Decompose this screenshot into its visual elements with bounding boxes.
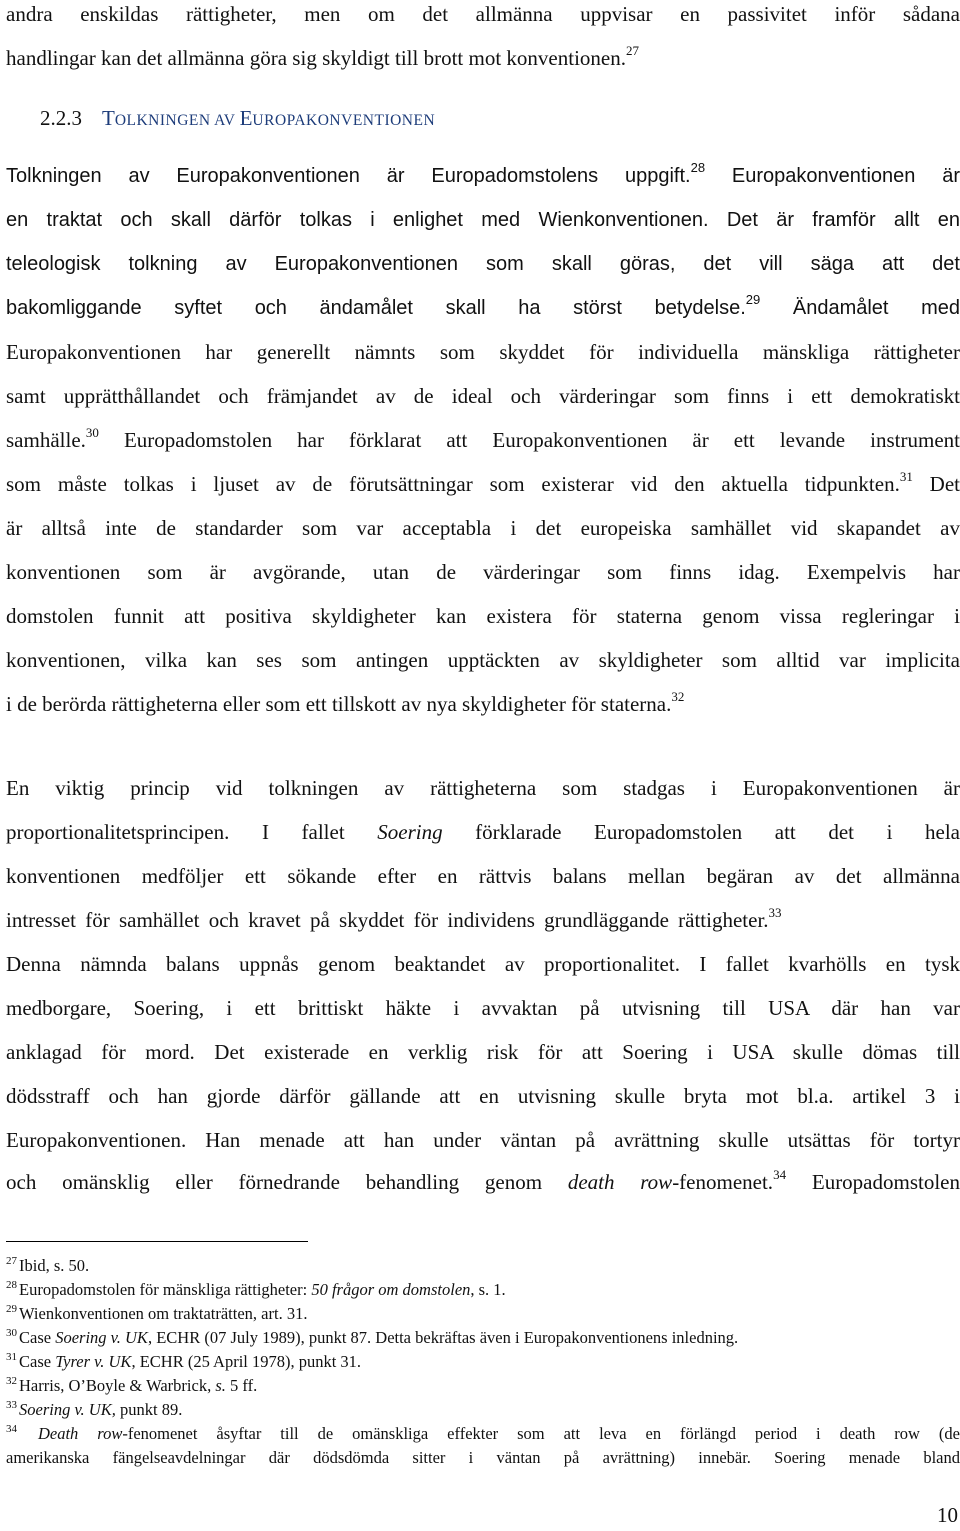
footnote-ref[interactable]: 33: [768, 905, 782, 920]
body-line: [6, 1082, 960, 1110]
text: konventionen som är avgörande, utan de värderingar som finns idag. Exempelvis har: [6, 560, 960, 584]
body-line: [6, 514, 960, 542]
footnote-ref[interactable]: 32: [671, 689, 685, 704]
text: -fenomenet.: [672, 1170, 774, 1194]
body-line: [6, 906, 960, 934]
body-line: [6, 646, 960, 674]
text: bakomliggande syftet och ändamålet skall ha störst betydelse.: [6, 297, 746, 319]
footnote-number: 30: [6, 1326, 17, 1339]
body-line: [6, 994, 960, 1022]
footnote-text: amerikanska fängelseavdelningar där dödsdömda sitter i väntan på avrättning) innebär. Soering menade bland: [6, 1448, 960, 1467]
footnote-text: punkt 89.: [115, 1400, 183, 1419]
footnote-italic: Tyrer v. UK: [55, 1352, 132, 1371]
footnote-text: Wienkonventionen om traktaträtten, art. 31.: [19, 1304, 308, 1323]
case-name: Soering: [377, 820, 443, 844]
footnote-italic: Soering v. UK,: [19, 1400, 116, 1419]
footnote-number: 33: [6, 1398, 17, 1411]
footnote-continuation: [6, 1447, 960, 1469]
footnote-text: [19, 1424, 38, 1443]
body-line: [6, 1168, 960, 1196]
text: förklarade Europadomstolen att det i hela: [442, 820, 960, 844]
footnote-text: Case: [19, 1352, 56, 1371]
footnote-italic: s.: [215, 1376, 226, 1395]
text: Europakonventionen har generellt nämnts som skyddet för individuella mänskliga rättigheter: [6, 340, 960, 364]
footnote-number: 31: [6, 1350, 17, 1363]
footnote-text: Ibid, s. 50.: [19, 1256, 90, 1275]
text: handlingar kan det allmänna göra sig skyldigt till brott mot konventionen.: [6, 46, 626, 70]
footnote-text: -fenomenet åsyftar till de omänskliga effekter som att leva en förlängd period i death row (de: [122, 1424, 960, 1443]
footnote-ref[interactable]: 34: [773, 1167, 787, 1182]
text: Europakonventionen är: [705, 165, 960, 187]
body-line: [6, 774, 960, 802]
heading-text: E: [239, 106, 253, 130]
body-line: [6, 950, 960, 978]
heading-text: OLKNINGEN AV: [114, 112, 240, 129]
text: anklagad för mord. Det existerade en verklig risk för att Soering i USA skulle dömas till: [6, 1040, 960, 1064]
text: teleologisk tolkning av Europakonventionen som skall göras, det vill säga att det: [6, 253, 960, 275]
body-line: [6, 0, 960, 28]
text: samt upprätthållandet och främjandet av de ideal och värderingar som finns i ett demokratiskt: [6, 384, 960, 408]
body-line: [6, 426, 960, 454]
footnote-number: 29: [6, 1302, 17, 1315]
footnote-number: 32: [6, 1374, 17, 1387]
text: en traktat och skall därför tolkas i enlighet med Wienkonventionen.: [6, 209, 709, 231]
footnote: [6, 1423, 960, 1445]
body-line: [6, 294, 960, 322]
text: och omänsklig eller förnedrande behandling genom: [6, 1170, 568, 1194]
footnote-text: , ECHR (07 July 1989), punkt 87. Detta bekräftas även i Europakonventionens inledning.: [147, 1328, 739, 1347]
text: konventionen medföljer ett sökande efter en rättvis balans mellan begäran av det allmänna: [6, 864, 960, 888]
body-line: [6, 206, 960, 234]
body-line: [6, 338, 960, 366]
text: Europakonventionen. Han menade att han under väntan på avrättning skulle utsättas för tortyr: [6, 1128, 960, 1152]
text: En viktig princip vid tolkningen av rättigheterna som stadgas i Europakonventionen är: [6, 776, 960, 800]
section-heading: [40, 104, 435, 135]
body-line: [6, 470, 960, 498]
text: Ändamålet med: [760, 297, 960, 319]
body-line: [6, 250, 960, 278]
text: Tolkningen av Europakonventionen är Europadomstolens uppgift.: [6, 165, 691, 187]
body-line: [6, 862, 960, 890]
footnote-number: 27: [6, 1254, 17, 1267]
text: dödsstraff och han gjorde därför gällande att en utvisning skulle bryta mot bl.a. artikel 3 i: [6, 1084, 960, 1108]
footnote-text: , s. 1.: [470, 1280, 506, 1299]
footnote-text: Case: [19, 1328, 56, 1347]
heading-text: UROPAKONVENTIONEN: [252, 112, 436, 129]
footnote-ref[interactable]: 28: [690, 160, 706, 176]
footnote-text: 5 ff.: [225, 1376, 258, 1395]
text: konventionen, vilka kan ses som antingen upptäckten av skyldigheter som alltid var implicita: [6, 648, 960, 672]
text: Denna nämnda balans uppnås genom beaktandet av proportionalitet. I fallet kvarhölls en tysk: [6, 952, 960, 976]
text: medborgare, Soering, i ett brittiskt häkte i avvaktan på utvisning till USA där han var: [6, 996, 960, 1020]
footnote-number: 34: [6, 1422, 17, 1435]
footnote-text: Harris, O’Boyle & Warbrick,: [19, 1376, 216, 1395]
footnote-italic: 50 frågor om domstolen: [311, 1280, 471, 1299]
body-line: [6, 382, 960, 410]
footnote-italic: Death row: [37, 1424, 123, 1443]
body-line: [6, 44, 960, 72]
footnote: [6, 1351, 960, 1373]
footnote: [6, 1279, 960, 1301]
heading-text: T: [102, 106, 115, 130]
footnote-number: 28: [6, 1278, 17, 1291]
text: intresset för samhället och kravet på skyddet för individens grundläggande rättigheter.: [6, 908, 769, 932]
text: andra enskildas rättigheter, men om det allmänna uppvisar en passivitet inför sådana: [6, 2, 960, 26]
text: Det är framför allt en: [708, 209, 960, 231]
body-line: [6, 818, 960, 846]
body-line: [6, 690, 960, 718]
text: samhälle.: [6, 428, 86, 452]
text: proportionalitetsprincipen. I fallet: [6, 820, 378, 844]
footnote-ref[interactable]: 27: [625, 43, 639, 58]
footnote-text: , ECHR (25 April 1978), punkt 31.: [131, 1352, 362, 1371]
body-line: [6, 1038, 960, 1066]
body-line: [6, 558, 960, 586]
footnote-ref[interactable]: 29: [745, 292, 761, 308]
italic-term: death row: [567, 1170, 673, 1194]
page-number: 10: [937, 1503, 958, 1527]
text: Europadomstolen: [786, 1170, 960, 1194]
footnote-italic: Soering v. UK: [55, 1328, 148, 1347]
footnote-separator: [6, 1241, 308, 1242]
footnote: [6, 1303, 960, 1325]
body-line: [6, 602, 960, 630]
footnote-text: Europadomstolen för mänskliga rättigheter:: [19, 1280, 312, 1299]
text: som måste tolkas i ljuset av de förutsättningar som existerar vid den aktuella tidpunkten.: [6, 472, 900, 496]
footnote: [6, 1375, 960, 1397]
text: domstolen funnit att positiva skyldigheter kan existera för staterna genom vissa regleringar i: [6, 604, 960, 628]
text: är alltså inte de standarder som var acceptabla i det europeiska samhället vid skapandet av: [6, 516, 960, 540]
footnote-ref[interactable]: 30: [85, 425, 99, 440]
body-line: [6, 162, 960, 190]
text: Europadomstolen har förklarat att Europakonventionen är ett levande instrument: [98, 428, 960, 452]
section-number: 2.2.3: [40, 106, 82, 130]
text: i de berörda rättigheterna eller som ett tillskott av nya skyldigheter för staterna.: [6, 692, 672, 716]
footnote: [6, 1255, 960, 1277]
footnote-ref[interactable]: 31: [899, 469, 913, 484]
footnote: [6, 1399, 960, 1421]
body-line: [6, 1126, 960, 1154]
text: Det: [912, 472, 960, 496]
footnote: [6, 1327, 960, 1349]
